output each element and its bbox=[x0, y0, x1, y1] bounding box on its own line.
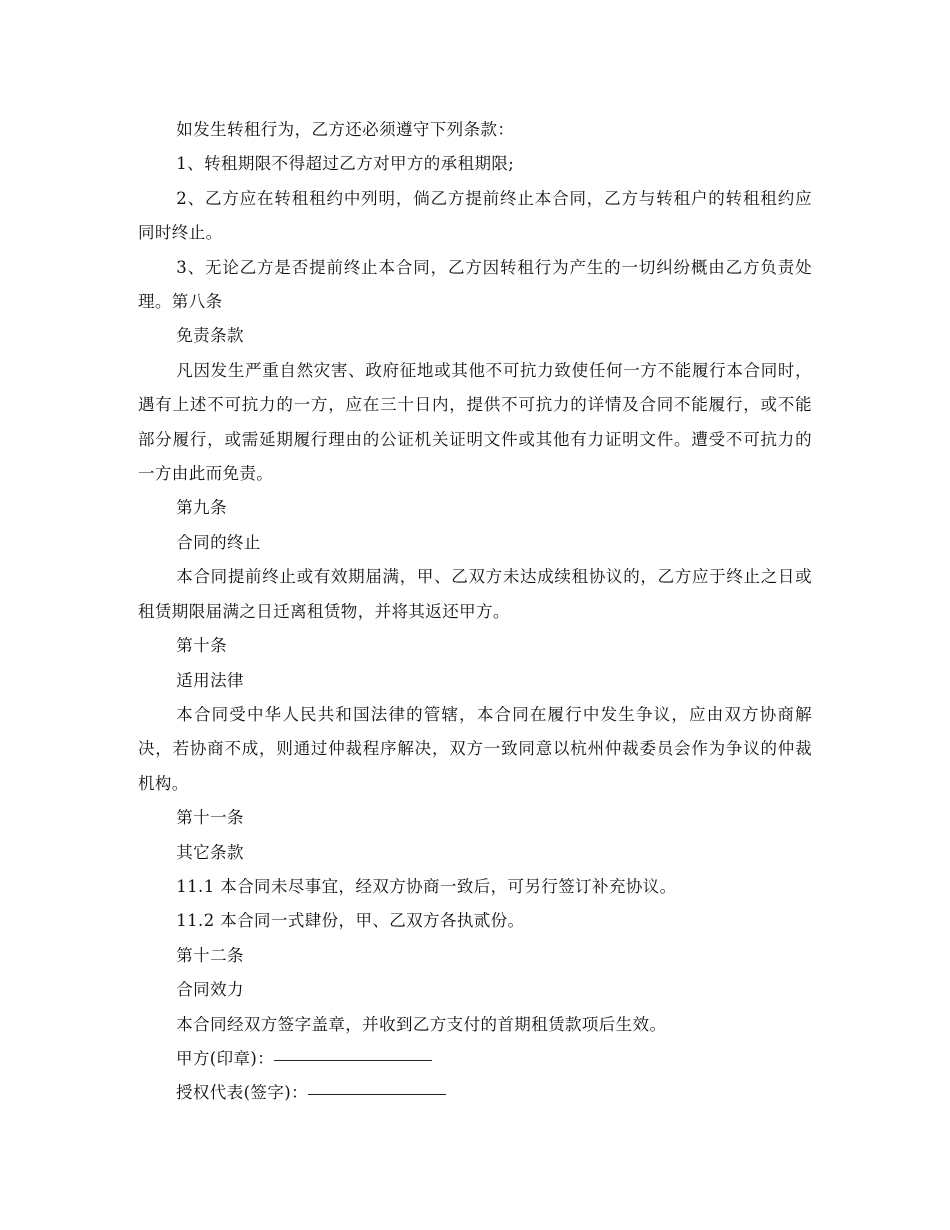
contract-page bbox=[138, 113, 812, 1111]
article-8-body: 凡因发生严重自然灾害、政府征地或其他不可抗力致使任何一方不能履行本合同时，遇有上述不可抗力的一方，应在三十日内，提供不可抗力的详情及合同不能履行，或不能部分履行，或需延期履行理由的公证机关证明文件或其他有力证明文件。遭受不可抗力的一方由此而免责。 bbox=[138, 360, 812, 484]
article-12-heading: 第十二条 bbox=[176, 945, 244, 965]
article-10-body: 本合同受中华人民共和国法律的管辖，本合同在履行中发生争议，应由双方协商解决，若协商不成，则通过仲裁程序解决，双方一致同意以杭州仲裁委员会作为争议的仲裁机构。 bbox=[138, 704, 812, 793]
sublease-clause-2: 2、乙方应在转租租约中列明，倘乙方提前终止本合同，乙方与转租户的转租租约应同时终止。 bbox=[138, 188, 812, 243]
article-12-title: 合同效力 bbox=[176, 980, 244, 1000]
sublease-intro: 如发生转租行为，乙方还必须遵守下列条款： bbox=[176, 120, 515, 139]
article-9-title: 合同的终止 bbox=[176, 532, 261, 552]
representative-signature-line bbox=[138, 1076, 812, 1110]
party-a-seal-label: 甲方(印章)： bbox=[176, 1048, 275, 1068]
article-8-title: 免责条款 bbox=[176, 326, 244, 346]
article-9-body: 本合同提前终止或有效期届满，甲、乙双方未达成续租协议的，乙方应于终止之日或租赁期限届满之日迁离租赁物，并将其返还甲方。 bbox=[138, 567, 812, 621]
article-11-title: 其它条款 bbox=[176, 842, 244, 862]
article-10-heading: 第十条 bbox=[176, 636, 227, 656]
article-11-heading: 第十一条 bbox=[176, 808, 244, 828]
party-a-signature-line bbox=[138, 1042, 812, 1076]
article-9-heading: 第九条 bbox=[176, 498, 227, 518]
clause-11-2: 11.2 本合同一式肆份，甲、乙双方各执贰份。 bbox=[176, 911, 525, 931]
representative-signature-label: 授权代表(签字)： bbox=[176, 1083, 308, 1103]
sublease-clause-1: 1、转租期限不得超过乙方对甲方的承租期限; bbox=[176, 154, 515, 174]
article-10-title: 适用法律 bbox=[176, 670, 244, 690]
clause-11-1: 11.1 本合同未尽事宜，经双方协商一致后，可另行签订补充协议。 bbox=[176, 876, 677, 896]
party-a-seal-blank[interactable] bbox=[274, 1059, 432, 1061]
sublease-clause-3: 3、无论乙方是否提前终止本合同，乙方因转租行为产生的一切纠纷概由乙方负责处理。第八条 bbox=[138, 257, 812, 312]
article-12-body: 本合同经双方签字盖章，并收到乙方支付的首期租赁款项后生效。 bbox=[176, 1014, 667, 1034]
representative-signature-blank[interactable] bbox=[308, 1093, 446, 1095]
